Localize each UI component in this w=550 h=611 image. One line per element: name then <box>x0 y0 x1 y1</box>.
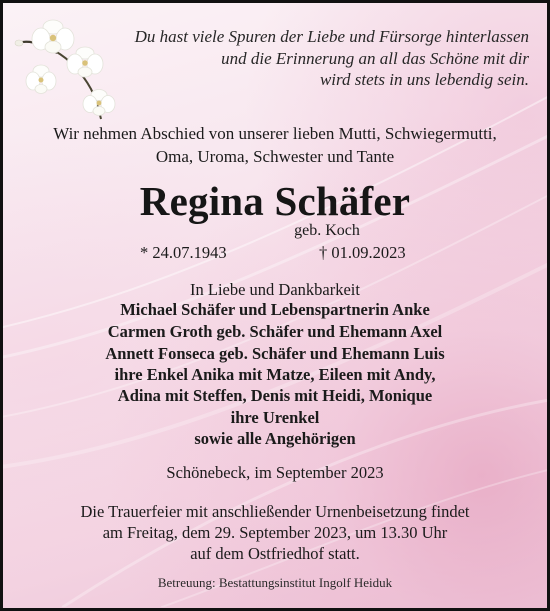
orchid-flower-bottom <box>83 90 115 116</box>
mourner-line: Carmen Groth geb. Schäfer und Ehemann Axel <box>107 322 443 341</box>
death-date: † 01.09.2023 <box>319 243 406 262</box>
memorial-quote <box>99 26 529 91</box>
orchid-flower-middle <box>67 47 103 77</box>
mourners-intro: In Liebe und Dankbarkeit <box>190 280 360 299</box>
ceremony-line: auf dem Ostfriedhof statt. <box>190 544 360 563</box>
quote-line: und die Erinnerung an all das Schöne mit dir <box>221 48 529 68</box>
quote-line: wird stets in uns lebendig sein. <box>319 70 529 89</box>
orchid-flower-lower <box>26 65 56 94</box>
deceased-name: Regina Schäfer <box>139 178 411 224</box>
place-and-date: Schönebeck, im September 2023 <box>166 463 384 482</box>
orchid-bud <box>15 40 23 46</box>
farewell-intro-line: Wir nehmen Abschied von unserer lieben Mutti, Schwiegermutti, <box>53 124 497 143</box>
maiden-name: geb. Koch <box>294 222 360 239</box>
mourner-line: Annett Fonseca geb. Schäfer und Ehemann Luis <box>105 344 445 363</box>
mourner-line: ihre Enkel Anika mit Matze, Eileen mit Andy, <box>114 365 436 384</box>
mourner-line: ihre Urenkel <box>230 408 320 427</box>
birth-date: * 24.07.1943 <box>140 243 227 262</box>
mourner-line: sowie alle Angehörigen <box>194 429 356 448</box>
quote-line: Du hast viele Spuren der Liebe und Fürsorge hinterlassen <box>134 27 529 46</box>
funeral-home-credit: Betreuung: Bestattungsinstitut Ingolf Heiduk <box>157 575 393 590</box>
mourner-line: Michael Schäfer und Lebenspartnerin Anke <box>120 300 430 319</box>
farewell-intro-line: Oma, Uroma, Schwester und Tante <box>155 147 395 166</box>
ceremony-line: Die Trauerfeier mit anschließender Urnenbeisetzung findet <box>80 502 470 521</box>
orchid-flower-top <box>32 20 74 53</box>
ceremony-line: am Freitag, dem 29. September 2023, um 13.30 Uhr <box>102 523 448 542</box>
mourner-line: Adina mit Steffen, Denis mit Heidi, Monique <box>117 386 433 405</box>
